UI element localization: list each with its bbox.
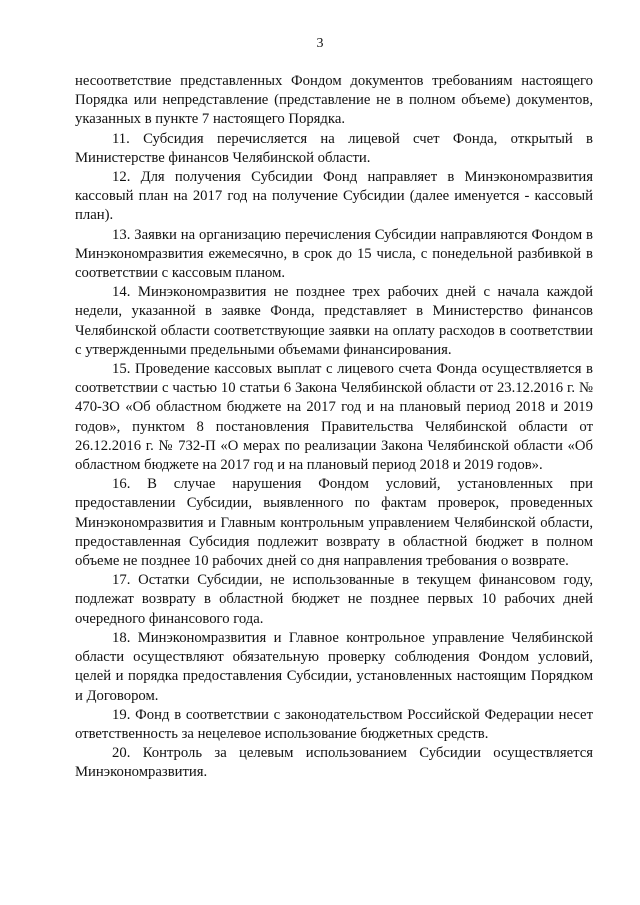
paragraph-17: 17. Остатки Субсидии, не использованные в текущем финансовом году, подлежат возврату в областной бюджет не позднее первых 10 рабочих дней очередного финансового года. <box>75 572 593 627</box>
document-body <box>75 72 593 783</box>
paragraph-19: 19. Фонд в соответствии с законодательством Российской Федерации несет ответственность за нецелевое использование бюджетных средств. <box>75 706 593 742</box>
paragraph-12: 12. Для получения Субсидии Фонд направляет в Минэкономразвития кассовый план на 2017 год на получение Субсидии (далее именуется - кассовый план). <box>75 169 593 224</box>
paragraph-continuation: несоответствие представленных Фондом документов требованиям настоящего Порядка или непредставление (представление не в полном объеме) документов, указанных в пункте 7 настоящего Порядка. <box>75 73 593 128</box>
paragraph-15: 15. Проведение кассовых выплат с лицевого счета Фонда осуществляется в соответствии с частью 10 статьи 6 Закона Челябинской области от 23.12.2016 г. № 470-ЗО «Об областном бюджете на 2017 год и на плановый период 2018 и 2019 годов», пунктом 8 постановления Правительства Челябинской области от 26.12.2016 г. № 732-П «О мерах по реализации Закона Челябинской области «Об областном бюджете на 2017 год и на плановый период 2018 и 2019 годов». <box>75 361 593 474</box>
paragraph-18: 18. Минэкономразвития и Главное контрольное управление Челябинской области осуществляют обязательную проверку соблюдения Фондом условий, целей и порядка предоставления Субсидии, установленных настоящим Порядком и Договором. <box>75 629 593 704</box>
paragraph-14: 14. Минэкономразвития не позднее трех рабочих дней с начала каждой недели, указанной в заявке Фонда, представляет в Министерство финансов Челябинской области соответствующие заявки на оплату расходов в соответствии с утвержденными предельными объемами финансирования. <box>75 284 593 358</box>
paragraph-16: 16. В случае нарушения Фондом условий, установленных при предоставлении Субсидии, выявленного по фактам проверок, проведенных Минэкономразвития и Главным контрольным управлением Челябинской области, предоставленная Субсидия подлежит возврату в областной бюджет в полном объеме не позднее 10 рабочих дней со дня направления требования о возврате. <box>75 476 593 570</box>
page-number: 3 <box>316 36 324 51</box>
paragraph-13: 13. Заявки на организацию перечисления Субсидии направляются Фондом в Минэкономразвития ежемесячно, в срок до 15 числа, с понедельной разбивкой в соответствии с кассовым планом. <box>75 226 593 282</box>
paragraph-20: 20. Контроль за целевым использованием Субсидии осуществляется Минэкономразвития. <box>75 745 593 781</box>
paragraph-11: 11. Субсидия перечисляется на лицевой счет Фонда, открытый в Министерстве финансов Челябинской области. <box>75 130 593 166</box>
